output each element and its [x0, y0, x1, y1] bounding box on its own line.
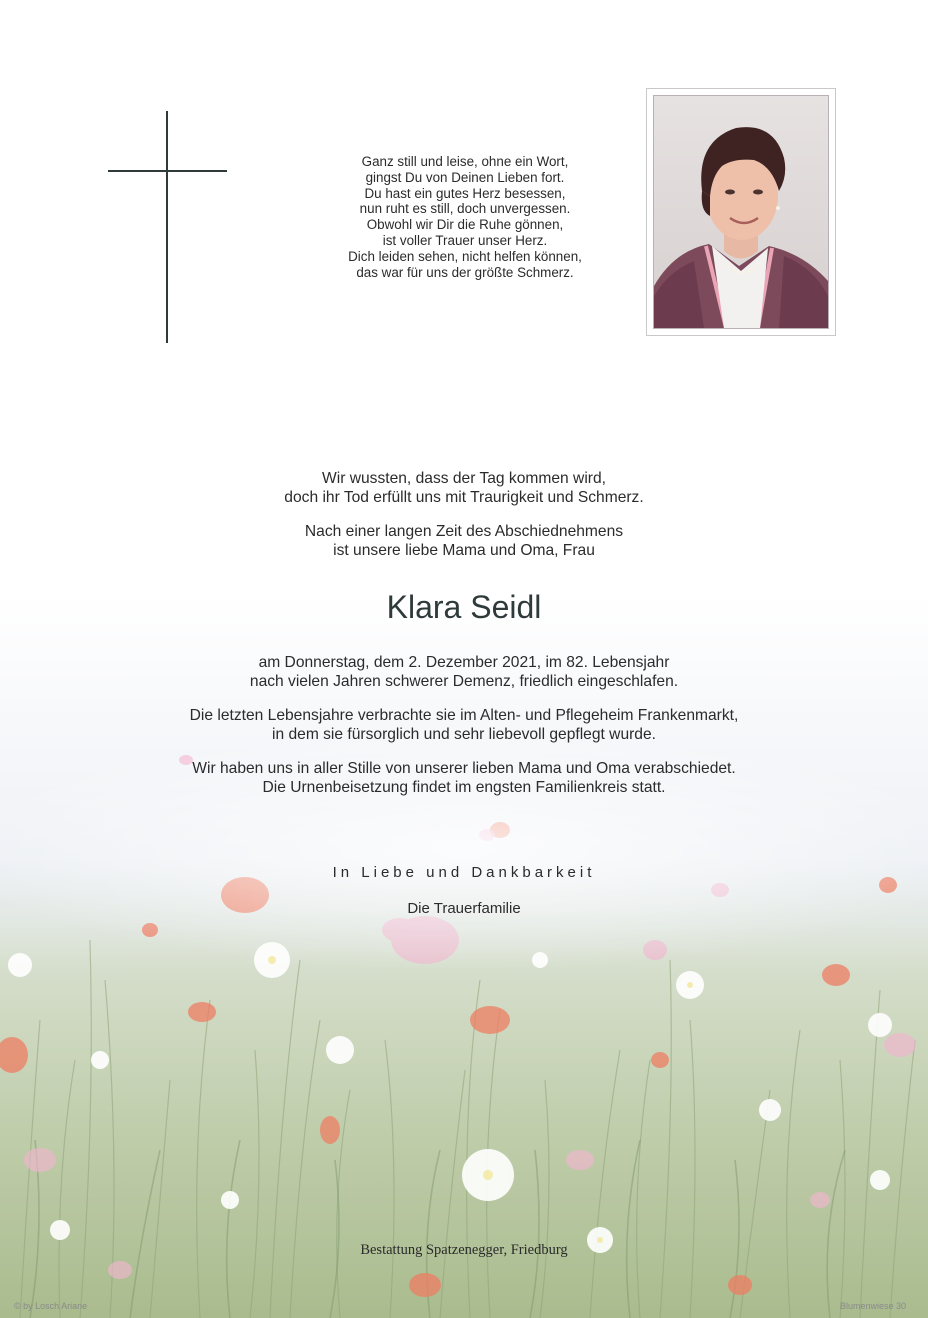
- poem-line: Du hast ein gutes Herz besessen,: [364, 185, 566, 201]
- death-line: am Donnerstag, dem 2. Dezember 2021, im 82. Lebensjahr: [258, 654, 670, 671]
- poem-line: nun ruht es still, doch unvergessen.: [359, 201, 571, 217]
- poem-line: Obwohl wir Dir die Ruhe gönnen,: [366, 217, 564, 233]
- poem-line: ist voller Trauer unser Herz.: [382, 232, 548, 248]
- announcement-text: [0, 523, 928, 560]
- announcement-line: Nach einer langen Zeit des Abschiednehmens: [304, 523, 624, 540]
- death-text: [0, 654, 928, 691]
- farewell-text: [0, 760, 928, 797]
- portrait-image: [654, 96, 828, 328]
- poem-line: Dich leiden sehen, nicht helfen können,: [348, 248, 582, 264]
- family-signature: Die Trauerfamilie: [407, 900, 521, 917]
- care-line: in dem sie fürsorglich und sehr liebevoll gepflegt wurde.: [272, 725, 656, 743]
- poem-line: gingst Du von Deinen Lieben fort.: [365, 169, 565, 185]
- image-credit: © by Losch Ariane: [14, 1301, 88, 1311]
- announcement-line: ist unsere liebe Mama und Oma, Frau: [333, 541, 595, 559]
- portrait-photo: [653, 95, 829, 329]
- undertaker-name: Bestattung Spatzenegger, Friedburg: [360, 1242, 568, 1258]
- death-line: nach vielen Jahren schwerer Demenz, friedlich eingeschlafen.: [249, 672, 679, 690]
- poem-line: das war für uns der größte Schmerz.: [356, 264, 574, 280]
- intro-line: Wir wussten, dass der Tag kommen wird,: [322, 470, 606, 487]
- care-text: [0, 707, 928, 744]
- farewell-line: Wir haben uns in aller Stille von unserer lieben Mama und Oma verabschiedet.: [192, 760, 736, 777]
- poem-line: Ganz still und leise, ohne ein Wort,: [361, 154, 569, 169]
- intro-line: doch ihr Tod erfüllt uns mit Traurigkeit und Schmerz.: [284, 488, 644, 506]
- deceased-name: Klara Seidl: [386, 589, 542, 625]
- closing-phrase: In Liebe und Dankbarkeit: [332, 864, 596, 881]
- portrait-frame: [646, 88, 836, 336]
- farewell-line: Die Urnenbeisetzung findet im engsten Familienkreis statt.: [262, 778, 666, 796]
- care-line: Die letzten Lebensjahre verbrachte sie im Alten- und Pflegeheim Frankenmarkt,: [189, 707, 739, 724]
- poem: [300, 154, 630, 280]
- template-label: Blumenwiese 30: [839, 1301, 906, 1311]
- cross-icon: [166, 111, 168, 343]
- cross-icon-bar: [108, 170, 227, 172]
- intro-text: [0, 470, 928, 507]
